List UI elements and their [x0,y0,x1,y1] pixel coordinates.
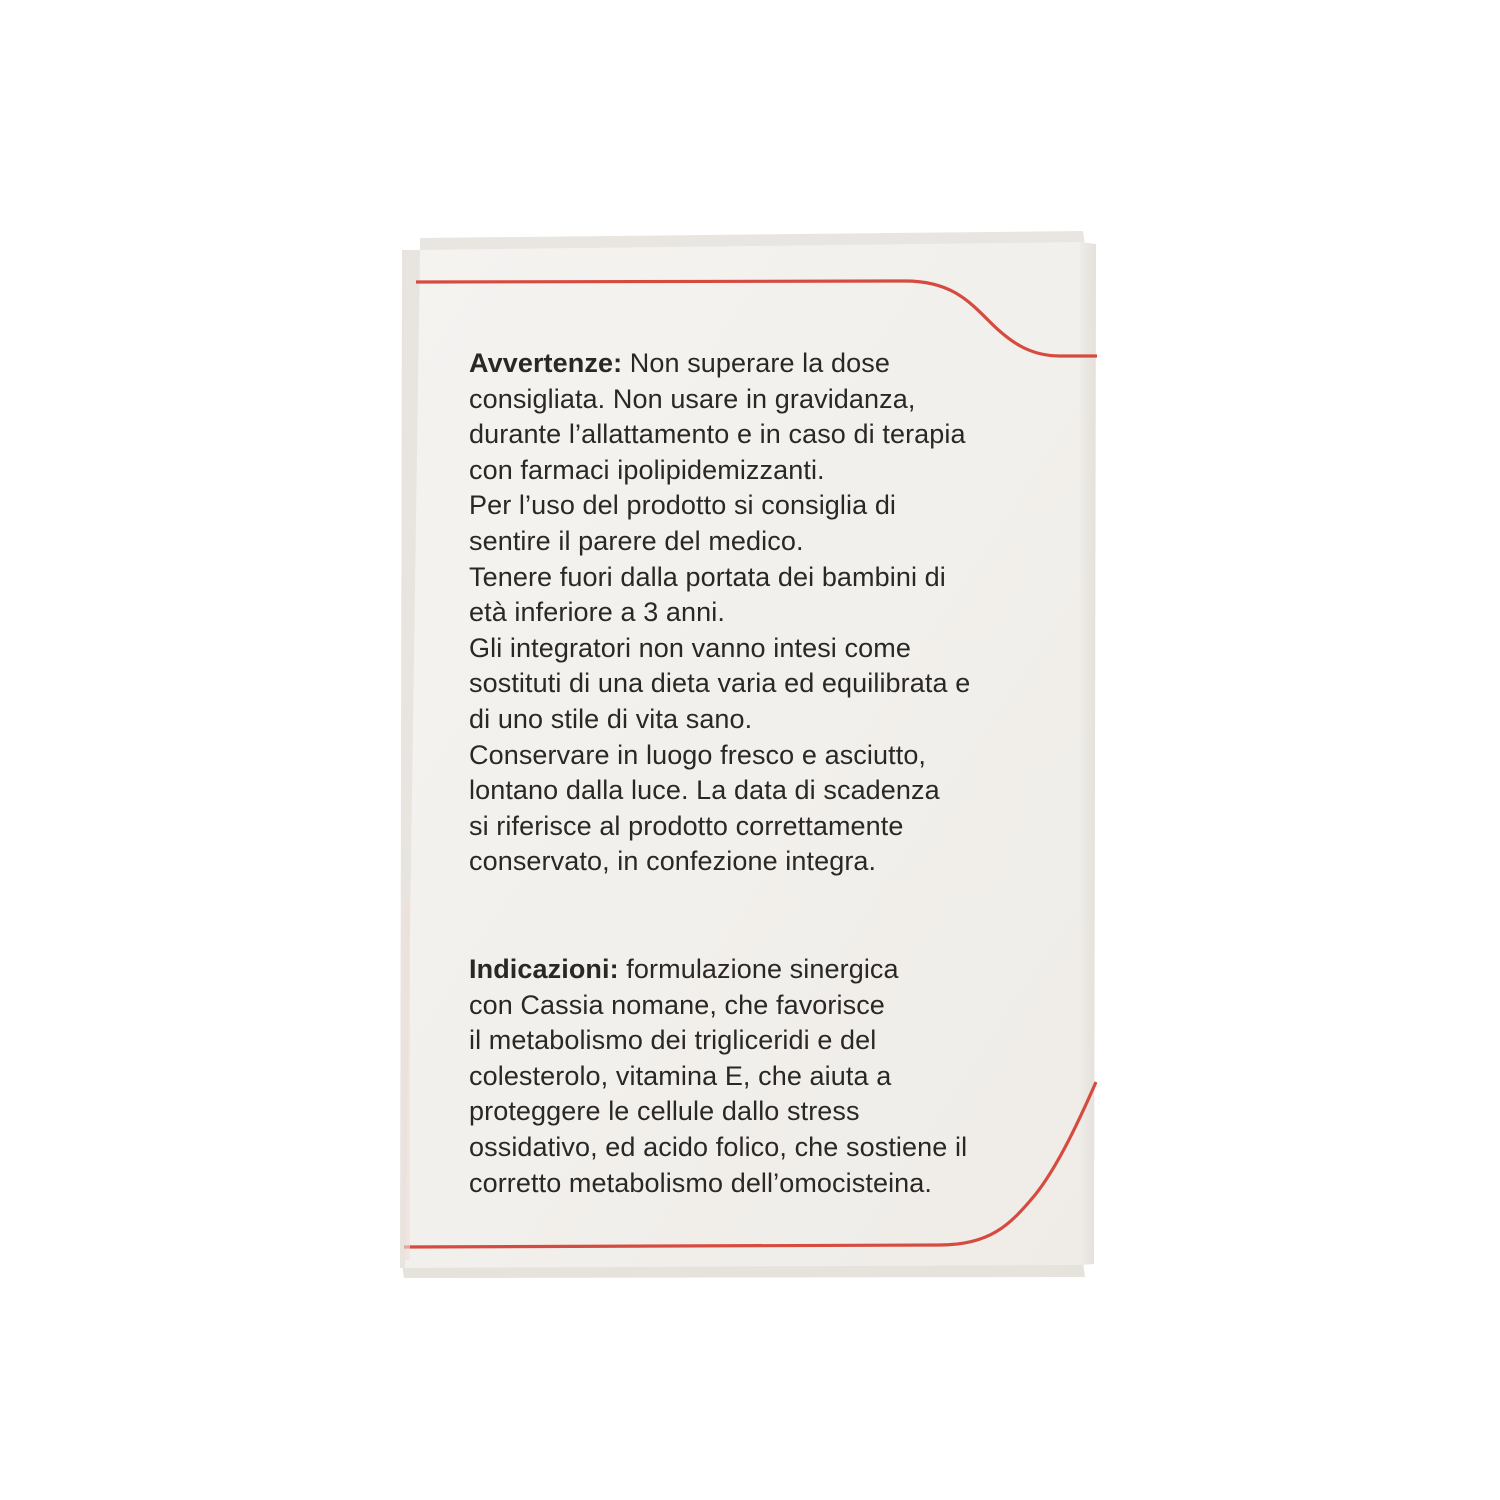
warnings-line: durante l’allattamento e in caso di terapia [469,419,966,450]
indications-line: il metabolismo dei trigliceridi e del [469,1025,877,1056]
warnings-line: Gli integratori non vanno intesi come [469,632,911,663]
indications-line: proteggere le cellule dallo stress [469,1096,860,1127]
warnings-first-line-text: Non superare la dose [622,348,890,378]
warnings-line: con farmaci ipolipidemizzanti. [469,454,825,485]
warnings-line: sentire il parere del medico. [469,525,804,556]
warnings-line: di uno stile di vita sano. [469,703,753,734]
warnings-line: Per l’uso del prodotto si consiglia di [469,490,897,521]
warnings-line: Tenere fuori dalla portata dei bambini di [469,561,946,592]
indications-line: colesterolo, vitamina E, che aiuta a [469,1060,892,1091]
indications-line: con Cassia nomane, che favorisce [469,989,885,1020]
warnings-heading: Avvertenze: [469,348,623,378]
warnings-line: sostituti di una dieta varia ed equilibrata e [469,668,971,699]
indications-section [469,952,967,1201]
warnings-line: Conservare in luogo fresco e asciutto, [469,739,927,770]
warnings-line: si riferisce al prodotto correttamente [469,810,904,841]
warnings-line: lontano dalla luce. La data di scadenza [469,775,940,806]
carton-left-tint [404,900,410,1260]
indications-line: corretto metabolismo dell’omocisteina. [469,1167,932,1198]
indications-line: ossidativo, ed acido folico, che sostiene il [469,1131,968,1162]
indications-first-line-text: formulazione sinergica [618,954,899,984]
warnings-line: conservato, in confezione integra. [469,846,877,877]
warnings-line: età inferiore a 3 anni. [469,597,725,628]
indications-heading: Indicazioni: [469,954,619,984]
indications-first-line [469,952,967,988]
warnings-section [469,346,970,880]
warnings-line: consigliata. Non usare in gravidanza, [469,383,916,414]
warnings-first-line [469,346,970,382]
